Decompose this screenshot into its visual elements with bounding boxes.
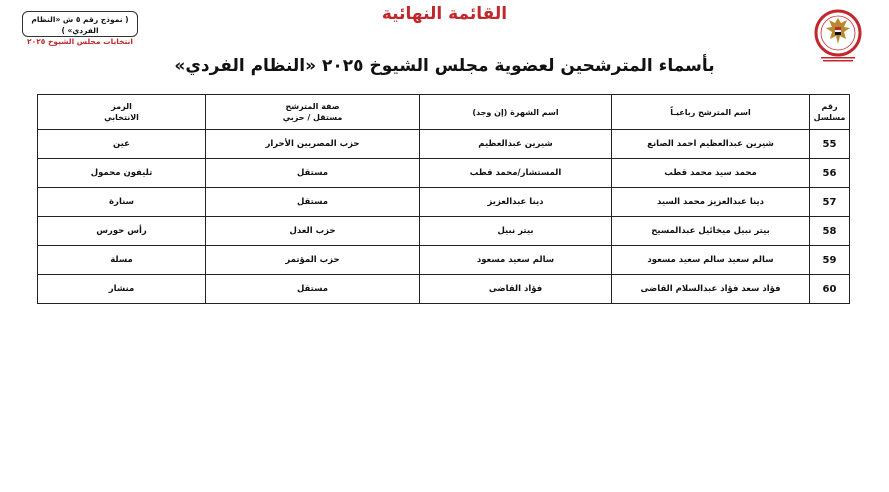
header-symbol-line2: الانتخابي bbox=[104, 113, 139, 122]
header-candidate-name: اسم المترشح رباعيـاً bbox=[612, 95, 810, 130]
table-row bbox=[38, 188, 850, 217]
page-title: القائمة النهائية bbox=[381, 4, 508, 24]
header-serial-line1: رقم bbox=[821, 102, 838, 111]
candidate-name-cell: بيتر نبيل ميخائيل عبدالمسيح bbox=[612, 217, 810, 246]
candidate-name-cell: دينا عبدالعزيز محمد السيد bbox=[612, 188, 810, 217]
election-symbol-cell: رأس حورس bbox=[38, 217, 206, 246]
header-serial-line2: مسلسل bbox=[813, 113, 846, 122]
candidates-table bbox=[37, 94, 850, 304]
candidate-type-cell: مستقل bbox=[206, 275, 420, 304]
serial-number-cell: 59 bbox=[810, 246, 850, 275]
serial-number-cell: 60 bbox=[810, 275, 850, 304]
serial-number-cell: 57 bbox=[810, 188, 850, 217]
election-symbol-cell: تليفون محمول bbox=[38, 159, 206, 188]
candidate-name-cell: فؤاد سعد فؤاد عبدالسلام القاضى bbox=[612, 275, 810, 304]
fame-name-cell: سالم سعيد مسعود bbox=[420, 246, 612, 275]
election-label: انتخابات مجلس الشيوخ ٢٠٢٥ bbox=[27, 37, 133, 46]
header-fame-name: اسم الشهرة (إن وجد) bbox=[420, 95, 612, 130]
header-type-line1: صفة المترشح bbox=[285, 102, 340, 111]
candidate-type-cell: حزب العدل bbox=[206, 217, 420, 246]
election-symbol-cell: سنارة bbox=[38, 188, 206, 217]
header-symbol-line1: الرمز bbox=[111, 102, 132, 111]
election-symbol-cell: مسلة bbox=[38, 246, 206, 275]
candidate-type-cell: حزب المصريين الأحرار bbox=[206, 130, 420, 159]
table-row bbox=[38, 130, 850, 159]
fame-name-cell: بيتر نبيل bbox=[420, 217, 612, 246]
table-row bbox=[38, 217, 850, 246]
document-subtitle: بأسماء المترشحين لعضوية مجلس الشيوخ ٢٠٢٥ «النظام الفردي» bbox=[174, 56, 715, 76]
table-row bbox=[38, 275, 850, 304]
election-symbol-cell: عين bbox=[38, 130, 206, 159]
fame-name-cell: شيرين عبدالعظيم bbox=[420, 130, 612, 159]
form-number-box bbox=[22, 11, 138, 46]
candidate-name-cell: سالم سعيد سالم سعيد مسعود bbox=[612, 246, 810, 275]
candidate-name-cell: شيرين عبدالعظيم احمد الصانع bbox=[612, 130, 810, 159]
fame-name-cell: فؤاد القاضى bbox=[420, 275, 612, 304]
fame-name-cell: المستشار/محمد قطب bbox=[420, 159, 612, 188]
form-number-label: ( نموذج رقم ٥ ش «النظام الفردي» ) bbox=[31, 15, 129, 35]
election-symbol-cell: منشار bbox=[38, 275, 206, 304]
table-row bbox=[38, 159, 850, 188]
serial-number-cell: 58 bbox=[810, 217, 850, 246]
fame-name-cell: دينا عبدالعزيز bbox=[420, 188, 612, 217]
serial-number-cell: 56 bbox=[810, 159, 850, 188]
header-candidate-type bbox=[206, 95, 420, 130]
serial-number-cell: 55 bbox=[810, 130, 850, 159]
candidate-name-cell: محمد سيد محمد قطب bbox=[612, 159, 810, 188]
candidate-type-cell: مستقل bbox=[206, 159, 420, 188]
header-serial-number bbox=[810, 95, 850, 130]
candidate-type-cell: مستقل bbox=[206, 188, 420, 217]
header-type-line2: مستقل / حزبي bbox=[282, 113, 343, 122]
header-election-symbol bbox=[38, 95, 206, 130]
candidate-type-cell: حزب المؤتمر bbox=[206, 246, 420, 275]
table-header-row bbox=[38, 95, 850, 130]
table-row bbox=[38, 246, 850, 275]
